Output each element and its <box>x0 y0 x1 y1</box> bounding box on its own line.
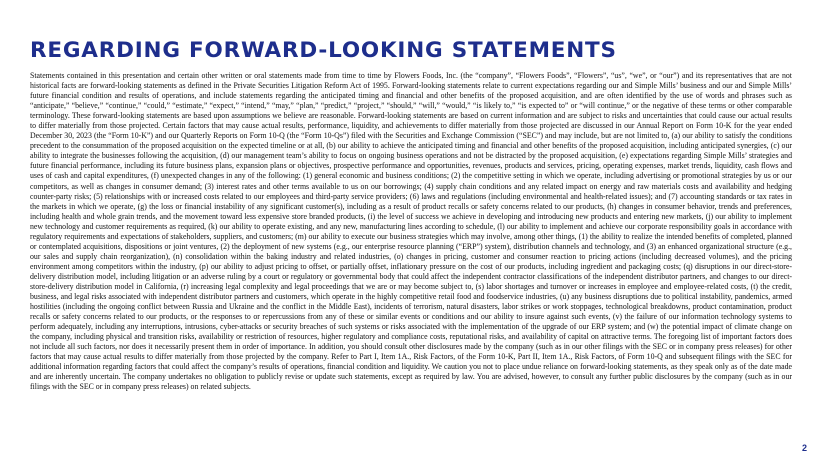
page-number: 2 <box>801 443 807 453</box>
slide-title: REGARDING FORWARD-LOOKING STATEMENTS <box>30 38 617 63</box>
forward-looking-statements-body: Statements contained in this presentation and certain other written or oral statements made from time to time by Flowers Foods, Inc. (the “company”, “Flowers Foods”, “Flowers”, “us”, “we”, or “our”) and its representatives that are not historical facts are forward-looking statements as defined in the Private Securities Litigation Reform Act of 1995. Forward-looking statements relate to current expectations regarding our and Simple Mills’ business and our and Simple Mills’ future financial condition and results of operations, and include statements regarding the anticipated timing and financial and other benefits of the proposed acquisition, and are often identified by the use of words and phrases such as “anticipate,” “believe,” “continue,” “could,” “estimate,” “expect,” “intend,” “may,” “plan,” “predict,” “project,” “should,” “will,” “would,” “is likely to,” “is expected to” or “will continue,” or the negative of these terms or other comparable terminology. These forward-looking statements are based upon assumptions we believe are reasonable. Forward-looking statements are based on current information and are subject to risks and uncertainties that could cause our actual results to differ materially from those projected. Certain factors that may cause actual results, performance, liquidity, and achievements to differ materially from those projected are discussed in our Annual Report on Form 10-K for the year ended December 30, 2023 (the “Form 10-K”) and our Quarterly Reports on Form 10-Q (the “Form 10-Qs”) filed with the Securities and Exchange Commission (“SEC”) and may include, but are not limited to, (a) our ability to satisfy the conditions precedent to the consummation of the proposed acquisition on the expected timeline or at all, (b) our ability to achieve the anticipated timing and financial and other benefits of the proposed acquisition, including anticipated synergies, (c) our ability to integrate the businesses following the acquisition, (d) our management team’s ability to focus on ongoing business operations and not be distracted by the proposed acquisition, (e) expectations regarding Simple Mills’ strategies and future financial performance, including its future business plans, expansion plans or objectives, prospective performance and opportunities, revenues, products and services, pricing, operating expenses, market trends, liquidity, cash flows and uses of cash and capital expenditures, (f) unexpected changes in any of the following: (1) general economic and business conditions; (2) the competitive setting in which we operate, including advertising or promotional strategies by us or our competitors, as well as changes in consumer demand; (3) interest rates and other terms available to us on our borrowings; (4) supply chain conditions and any related impact on energy and raw materials costs and availability and hedging counter-party risks; (5) relationships with or increased costs related to our employees and third-party service providers; (6) laws and regulations (including environmental and health-related issues); and (7) accounting standards or tax rates in the markets in which we operate, (g) the loss or financial instability of any significant customer(s), including as a result of product recalls or safety concerns related to our products, (h) changes in consumer behavior, trends and preferences, including health and whole grain trends, and the movement toward less expensive store branded products, (i) the level of success we achieve in developing and introducing new products and entering new markets, (j) our ability to implement new technology and customer requirements as required, (k) our ability to operate existing, and any new, manufacturing lines according to schedule, (l) our ability to implement and achieve our corporate responsibility goals in accordance with regulatory requirements and expectations of stakeholders, suppliers, and customers; (m) our ability to execute our business strategies which may involve, among other things, (1) the ability to realize the intended benefits of completed, planned or contemplated acquisitions, dispositions or joint ventures, (2) the deployment of new systems (e.g., our enterprise resource planning (“ERP”) system), distribution channels and technology, and (3) an enhanced organizational structure (e.g., our sales and supply chain reorganization), (n) consolidation within the baking industry and related industries, (o) changes in pricing, customer and consumer reaction to pricing actions (including decreased volumes), and the pricing environment among competitors within the industry, (p) our ability to adjust pricing to offset, or partially offset, inflationary pressure on the cost of our products, including ingredient and packaging costs; (q) disruptions in our direct-store-delivery distribution model, including litigation or an adverse ruling by a court or regulatory or governmental body that could affect the independent contractor classifications of the independent distributor partners, and changes to our direct-store-delivery distribution model in California, (r) increasing legal complexity and legal proceedings that we are or may become subject to, (s) labor shortages and turnover or increases in employee and employee-related costs, (t) the credit, business, and legal risks associated with independent distributor partners and customers, which operate in the highly competitive retail food and foodservice industries, (u) any business disruptions due to political instability, pandemics, armed hostilities (including the ongoing conflict between Russia and Ukraine and the conflict in the Middle East), incidents of terrorism, natural disasters, labor strikes or work stoppages, technological breakdowns, product contamination, product recalls or safety concerns related to our products, or the responses to or repercussions from any of these or similar events or conditions and our ability to insure against such events, (v) the failure of our information technology systems to perform adequately, including any interruptions, intrusions, cyber-attacks or security breaches of such systems or risks associated with the implementation of the upgrade of our ERP system; and (w) the potential impact of climate change on the company, including physical and transition risks, availability or restriction of resources, higher regulatory and compliance costs, reputational risks, and availability of capital on attractive terms. The foregoing list of important factors does not include all such factors, nor does it necessarily present them in order of importance. In addition, you should consult other disclosures made by the company (such as in our other filings with the SEC or in company press releases) for other factors that may cause actual results to differ materially from those projected by the company. Refer to Part I, Item 1A., Risk Factors, of the Form 10-K, Part II, Item 1A., Risk Factors, of Form 10-Q and subsequent filings with the SEC for additional information regarding factors that could affect the company’s results of operations, financial condition and liquidity. We caution you not to place undue reliance on forward-looking statements, as they speak only as of the date made and are inherently uncertain. The company undertakes no obligation to publicly revise or update such statements, except as required by law. You are advised, however, to consult any further public disclosures by the company (such as in our filings with the SEC or in company press releases) on related subjects. <box>30 71 792 392</box>
